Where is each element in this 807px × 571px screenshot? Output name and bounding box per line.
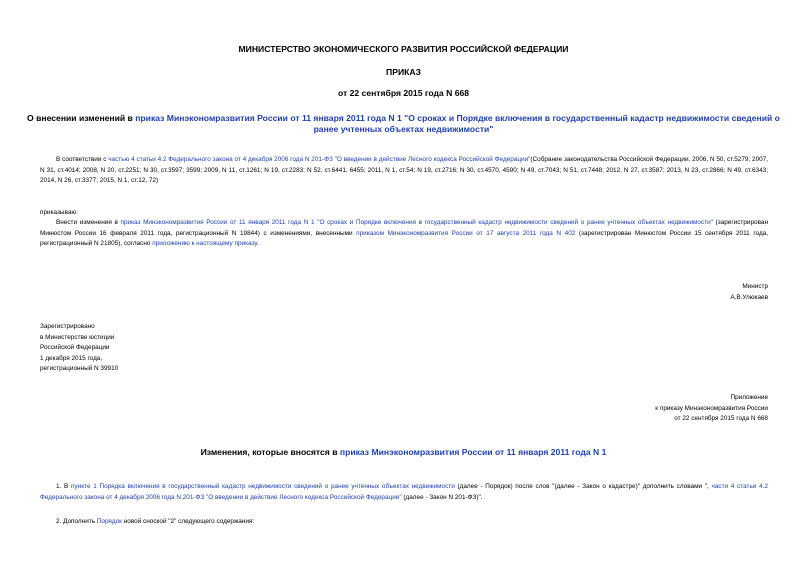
appendix-line: к приказу Минэкономразвития России [655, 404, 768, 412]
order-link-order-1[interactable]: приказ Минэкономразвития России от 11 января 2011 года N 1 "О сроках и Порядке включения в государственный кадастр недвижимости сведений о ранее учтенных объектах недвижимости" [120, 219, 713, 226]
preamble-law-link[interactable]: частью 4 статьи 4.2 Федерального закона от 4 декабря 2006 года N 201-ФЗ "О введении в действие Лесного кодекса Российской Федерации" [108, 156, 531, 163]
preamble-citations: (Собрание законодательства Российской Федерации, 2006, N 50, ст.5279; 2007, N 31, ст.4014; 2008, N 20, ст.2251; N 30, ст.3597; 3599; 2009, N 11, ст.1261; N 19, ст.2283; N 52, ст.6441, 6455; 2011, N 1, ст.54; N 19, ст.2716; N 30, ст.4570, 4590; N 49, ст.7043; N 51, ст.7448; 2012, N 27, ст.3587; 2013, N 23, ст.2866; N 49, ст.6343; 2014, N 26, ст.3377; 2015, N 1, ст.12, 72) [40, 156, 769, 185]
registration-block [40, 322, 118, 375]
change-1-poryadok-link[interactable]: пункте 1 Порядка включения в государственный кадастр недвижимости сведений о ранее учтенных объектах недвижимости [71, 483, 455, 490]
prikazyvayu-label: приказываю: [40, 209, 78, 216]
appendix-line: от 22 сентября 2015 года N 668 [674, 415, 768, 423]
changes-title-link[interactable]: приказ Минэкономразвития России от 11 января 2011 года N 1 [339, 447, 607, 457]
change-item-1 [40, 482, 768, 503]
order-link-appendix[interactable]: приложению к настоящему приказу [152, 240, 257, 248]
appendix-line: Приложение [730, 394, 768, 401]
registration-line: регистрационный N 39910 [40, 365, 119, 373]
change-1-text-end: (далее - Закон N 201-ФЗ)". [401, 493, 483, 501]
order-link-order-402[interactable]: приказом Минэкономразвития России от 17 августа 2011 года N 402 [356, 229, 576, 237]
registration-line: Зарегистрировано [40, 323, 95, 330]
signature-role: Министр [742, 283, 768, 290]
change-1-text: (далее - Порядок) после слов "(далее - Закон о кадастре)" дополнить словами ", [454, 483, 712, 490]
change-2-text: 2. Дополнить [56, 518, 97, 525]
registration-line: Российской Федерации [40, 344, 110, 352]
preamble-lead: В соответствии с [56, 156, 109, 163]
order-text-2: (зарегистрирован Минюстом России 16 февраля 2011 года, регистрационный N 19844) с изменениями, внесенными [40, 219, 768, 237]
order-text-4: . [256, 240, 259, 248]
changes-title [0, 447, 807, 457]
order-text-3: (зарегистрирован Минюстом России 15 сентября 2011 года, регистрационный N 21805), согласно [40, 229, 768, 248]
signature-name: А.В.Улюкаев [730, 293, 768, 301]
changes-title-prefix: Изменения, которые вносятся в [200, 447, 340, 457]
change-2-poryadok-link[interactable]: Порядок [96, 518, 122, 525]
document-title [22, 113, 785, 135]
doc-date-heading: от 22 сентября 2015 года N 668 [337, 88, 470, 98]
title-order-link[interactable]: приказ Минэкономразвития России от 11 января 2011 года N 1 "О сроках и Порядке включения в государственный кадастр недвижимости сведений о ранее учтенных объектах недвижимости" [135, 113, 780, 134]
doc-type-heading: ПРИКАЗ [386, 67, 421, 77]
registration-line: 1 декабря 2015 года, [40, 354, 103, 362]
title-prefix: О внесении изменений в [27, 113, 136, 123]
change-1-law-link[interactable]: части 4 статьи 4.2 Федерального закона от 4 декабря 2006 года N 201-ФЗ "О введении в действие Лесного кодекса Российской Федерации" [40, 483, 768, 501]
registration-line: в Министерстве юстиции [40, 333, 115, 341]
ministry-heading: МИНИСТЕРСТВО ЭКОНОМИЧЕСКОГО РАЗВИТИЯ РОССИЙСКОЙ ФЕДЕРАЦИИ [238, 44, 569, 54]
order-text-1: Внести изменения в [56, 219, 121, 226]
change-item-2 [56, 517, 254, 528]
change-1-number: 1. В [56, 483, 72, 490]
signature-block [730, 282, 768, 303]
preamble-paragraph [40, 155, 768, 187]
order-paragraph [40, 218, 768, 250]
appendix-block [655, 393, 768, 425]
change-2-text-end: новой сноской "2" следующего содержания: [121, 518, 255, 525]
